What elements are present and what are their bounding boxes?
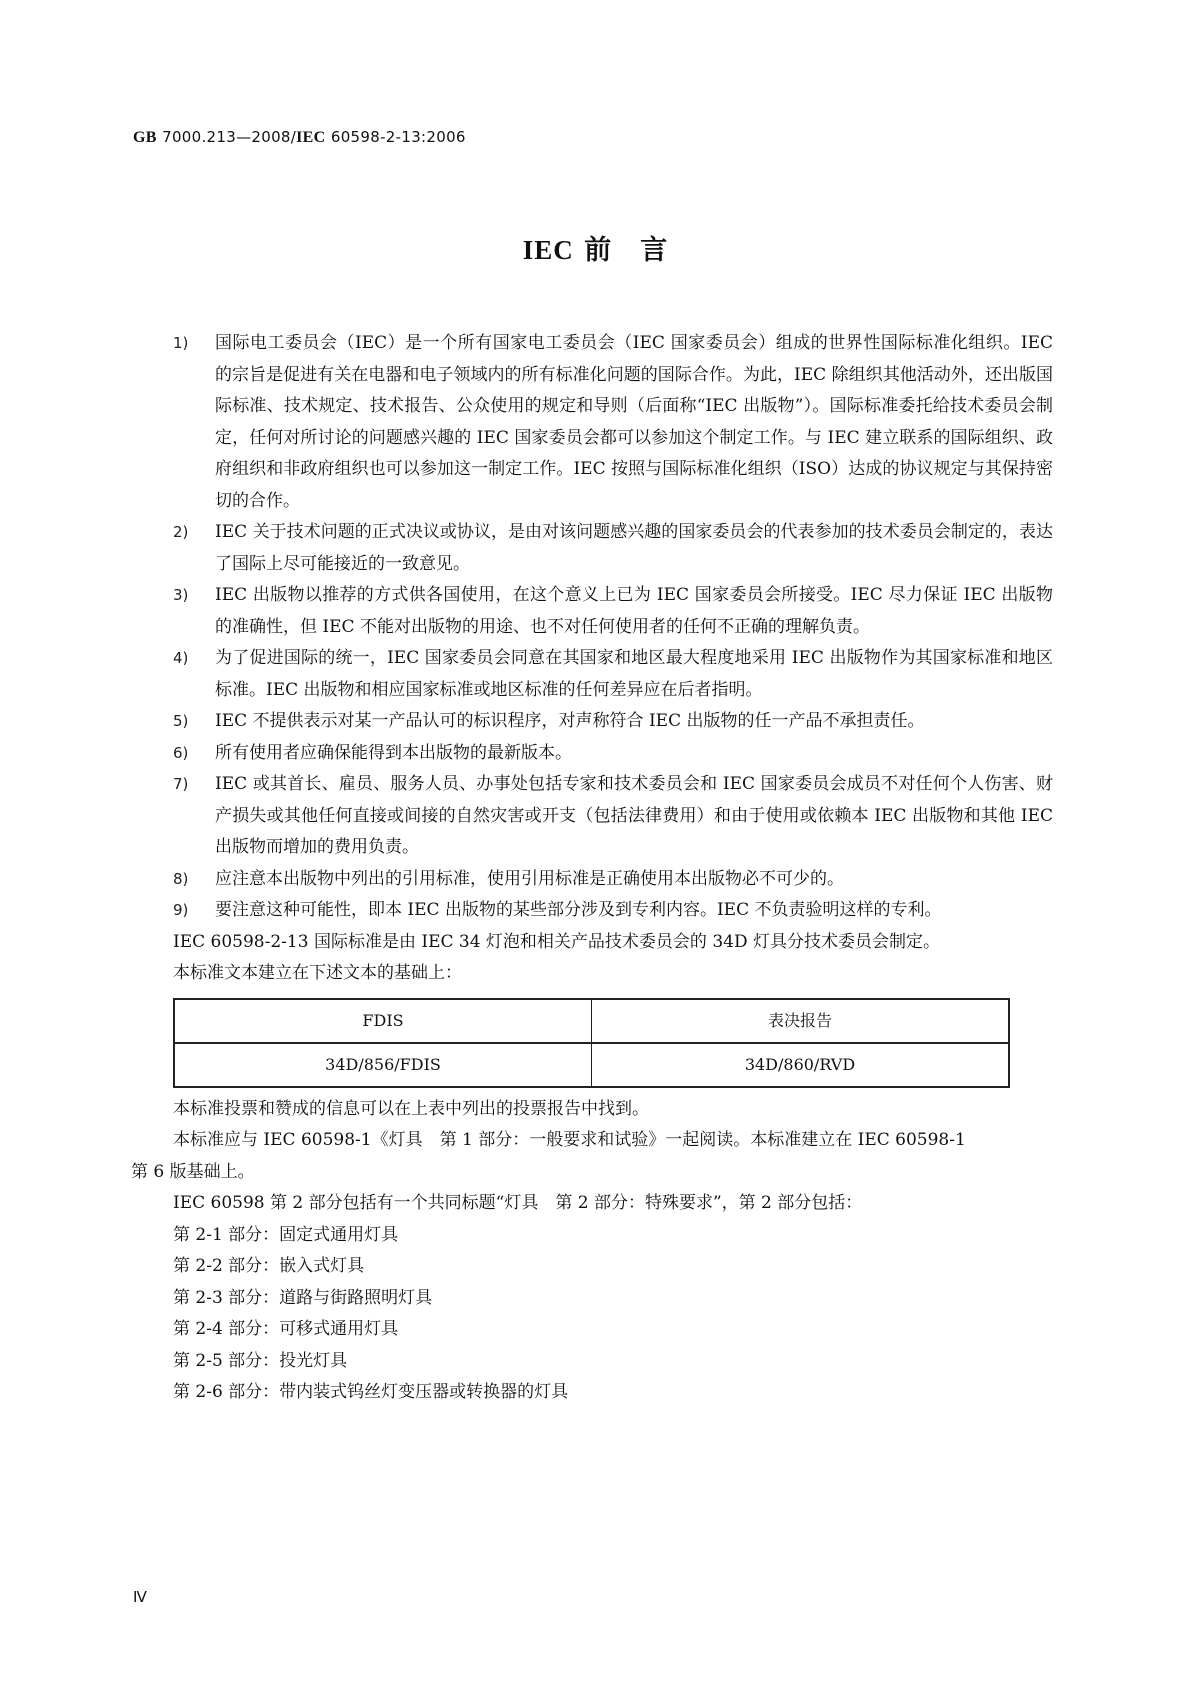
title-text: 前 言 — [584, 235, 669, 266]
part-item: 第 2-1 部分：固定式通用灯具 — [173, 1224, 399, 1245]
paragraph-part2-intro: IEC 60598 第 2 部分包括有一个共同标题“灯具 第 2 部分：特殊要求”，第 2 部分包括： — [173, 1193, 863, 1213]
item-text: IEC 不提供表示对某一产品认可的标识程序，对声称符合 IEC 出版物的任一产品不承担责任。 — [215, 711, 925, 731]
paragraph-vote-info: 本标准投票和赞成的信息可以在上表中列出的投票报告中找到。 — [173, 1098, 649, 1119]
table-cell: 34D/860/RVD — [592, 1043, 1010, 1087]
voting-table — [173, 998, 1010, 1088]
list-item — [173, 895, 1053, 927]
item-number: 5) — [173, 712, 189, 730]
item-number: 1) — [173, 334, 189, 352]
item-number: 4) — [173, 649, 189, 667]
item-number: 8) — [173, 869, 189, 888]
list-item — [173, 738, 1053, 770]
iec-code: IEC — [296, 129, 326, 146]
item-text: 所有使用者应确保能得到本出版物的最新版本。 — [215, 742, 572, 763]
foreword-body — [131, 328, 1053, 1409]
part-item: 第 2-3 部分：道路与街路照明灯具 — [173, 1287, 433, 1308]
part-item: 第 2-4 部分：可移式通用灯具 — [173, 1319, 399, 1339]
document-header — [133, 127, 466, 147]
list-item — [173, 517, 1053, 580]
page-number: Ⅳ — [133, 1590, 147, 1606]
item-text: 要注意这种可能性，即本 IEC 出版物的某些部分涉及到专利内容。IEC 不负责验明这样的专利。 — [215, 900, 942, 920]
paragraph-origin: IEC 60598-2-13 国际标准是由 IEC 34 灯泡和相关产品技术委员会的 34D 灯具分技术委员会制定。 — [173, 931, 940, 952]
table-row — [174, 1043, 1009, 1087]
paragraph-basis: 本标准文本建立在下述文本的基础上： — [173, 963, 462, 983]
list-item — [173, 643, 1053, 706]
list-item — [173, 706, 1053, 738]
table-header-vote-report: 表决报告 — [592, 999, 1010, 1043]
item-number: 6) — [173, 743, 189, 762]
paragraph-read-with-cont: 第 6 版基础上。 — [131, 1161, 255, 1182]
title-prefix: IEC — [522, 235, 574, 265]
item-number: 3) — [173, 586, 189, 604]
list-item — [173, 769, 1053, 864]
item-text: 应注意本出版物中列出的引用标准，使用引用标准是正确使用本出版物必不可少的。 — [215, 868, 844, 889]
item-number: 2) — [173, 523, 189, 541]
list-item — [173, 864, 1053, 896]
table-header-fdis: FDIS — [174, 999, 592, 1043]
list-item — [173, 328, 1053, 517]
item-text: 为了促进国际的统一，IEC 国家委员会同意在其国家和地区最大程度地采用 IEC 出版物作为其国家标准和地区标准。IEC 出版物和相应国家标准或地区标准的任何差异应在后者指明。 — [215, 648, 1053, 700]
table-cell: 34D/856/FDIS — [174, 1043, 592, 1087]
gb-code: GB — [133, 129, 157, 146]
table-header-row — [174, 999, 1009, 1043]
page-title — [0, 228, 1191, 267]
paragraph-read-with: 本标准应与 IEC 60598-1《灯具 第 1 部分：一般要求和试验》一起阅读。本标准建立在 IEC 60598-1 — [173, 1130, 966, 1150]
part-item: 第 2-2 部分：嵌入式灯具 — [173, 1256, 365, 1276]
item-text: IEC 关于技术问题的正式决议或协议，是由对该问题感兴趣的国家委员会的代表参加的技术委员会制定的，表达了国际上尽可能接近的一致意见。 — [215, 522, 1053, 574]
gb-number: 7000.213—2008/ — [162, 128, 297, 146]
part-item: 第 2-6 部分：带内装式钨丝灯变压器或转换器的灯具 — [173, 1382, 569, 1402]
part-item: 第 2-5 部分：投光灯具 — [173, 1350, 348, 1371]
list-item — [173, 580, 1053, 643]
iec-number: 60598-2-13:2006 — [330, 128, 466, 146]
item-text: IEC 或其首长、雇员、服务人员、办事处包括专家和技术委员会和 IEC 国家委员会成员不对任何个人伤害、财产损失或其他任何直接或间接的自然灾害或开支（包括法律费用）和由于使用或依赖本 IEC 出版物和其他 IEC 出版物而增加的费用负责。 — [215, 774, 1053, 857]
item-text: 国际电工委员会（IEC）是一个所有国家电工委员会（IEC 国家委员会）组成的世界性国际标准化组织。IEC 的宗旨是促进有关在电器和电子领域内的所有标准化问题的国际合作。为此，IEC 除组织其他活动外，还出版国际标准、技术规定、技术报告、公众使用的规定和导则（后面称“IEC 出版物”）。国际标准委托给技术委员会制定，任何对所讨论的问题感兴趣的 IEC 国家委员会都可以参加这个制定工作。与 IEC 建立联系的国际组织、政府组织和非政府组织也可以参加这一制定工作。IEC 按照与国际标准化组织（ISO）达成的协议规定与其保持密切的合作。 — [215, 333, 1053, 511]
item-text: IEC 出版物以推荐的方式供各国使用，在这个意义上已为 IEC 国家委员会所接受。IEC 尽力保证 IEC 出版物的准确性，但 IEC 不能对出版物的用途、也不对任何使用者的任何不正确的理解负责。 — [215, 585, 1053, 637]
item-number: 9) — [173, 901, 189, 919]
item-number: 7) — [173, 775, 189, 793]
